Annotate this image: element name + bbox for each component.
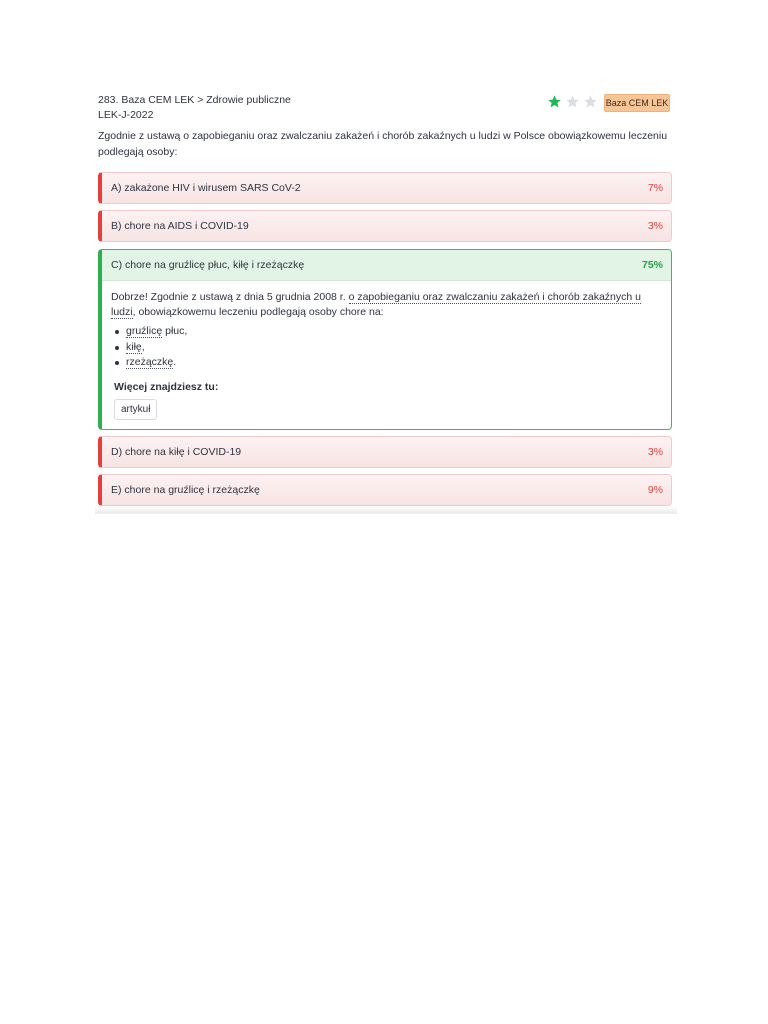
- answer-label: C) chore na gruźlicę płuc, kiłę i rzeżączkę: [111, 259, 305, 271]
- question-header: [98, 93, 674, 123]
- answer-percent: 3%: [647, 446, 663, 458]
- source-badge[interactable]: Baza CEM LEK: [604, 94, 670, 112]
- explanation-rest: , obowiązkowemu leczeniu podlegają osoby chore na:: [132, 306, 384, 318]
- correct-answer-header: [102, 250, 671, 281]
- answer-option-a[interactable]: [98, 172, 672, 204]
- term-link[interactable]: kiłę: [126, 340, 142, 353]
- answer-option-b[interactable]: [98, 210, 672, 242]
- answer-option-c[interactable]: [98, 249, 672, 430]
- term-suffix: płuc,: [162, 325, 188, 337]
- card-bottom-edge: [95, 506, 677, 514]
- answer-percent: 9%: [647, 484, 663, 496]
- explanation-text: [111, 290, 663, 320]
- star-empty-icon: [565, 94, 580, 109]
- law-link[interactable]: o zapobieganiu oraz zwalczaniu zakażeń i chorób zakaźnych u: [348, 291, 641, 303]
- disease-list: [112, 324, 187, 371]
- term-suffix: .: [173, 356, 177, 368]
- answer-percent: 7%: [647, 182, 663, 194]
- breadcrumb: 283. Baza CEM LEK > Zdrowie publiczne: [98, 94, 291, 106]
- article-button[interactable]: artykuł: [114, 399, 157, 420]
- term-link[interactable]: gruźlicę: [126, 325, 163, 337]
- question-text: Zgodnie z ustawą o zapobieganiu oraz zwalczaniu zakażeń i chorób zakaźnych u ludzi w Polsce obowiązkowemu leczeniu podlegają osoby:: [98, 130, 668, 158]
- answer-label: E) chore na gruźlicę i rzeżączkę: [111, 484, 260, 496]
- more-info-label: Więcej znajdziesz tu:: [114, 381, 219, 393]
- term-suffix: ,: [141, 340, 145, 353]
- explanation-intro: Dobrze! Zgodnie z ustawą z dnia 5 grudnia 2008 r.: [111, 291, 349, 303]
- answer-label: A) zakażone HIV i wirusem SARS CoV-2: [111, 182, 301, 194]
- list-item: [112, 340, 187, 356]
- answer-label: B) chore na AIDS i COVID-19: [111, 220, 249, 232]
- star-filled-icon: [547, 94, 562, 109]
- term-link[interactable]: rzeżączkę: [126, 356, 174, 368]
- list-item: [112, 324, 187, 340]
- difficulty-rating: [547, 94, 598, 109]
- answer-option-d[interactable]: [98, 436, 672, 468]
- answer-label: D) chore na kiłę i COVID-19: [111, 446, 242, 458]
- answer-percent: 75%: [641, 259, 663, 271]
- question-card: [95, 88, 677, 514]
- law-link-continuation[interactable]: ludzi: [111, 306, 133, 318]
- list-item: [112, 355, 187, 371]
- answer-percent: 3%: [647, 220, 663, 232]
- answer-option-e[interactable]: [98, 474, 672, 506]
- question-code: LEK-J-2022: [98, 109, 154, 121]
- star-empty-icon: [583, 94, 598, 109]
